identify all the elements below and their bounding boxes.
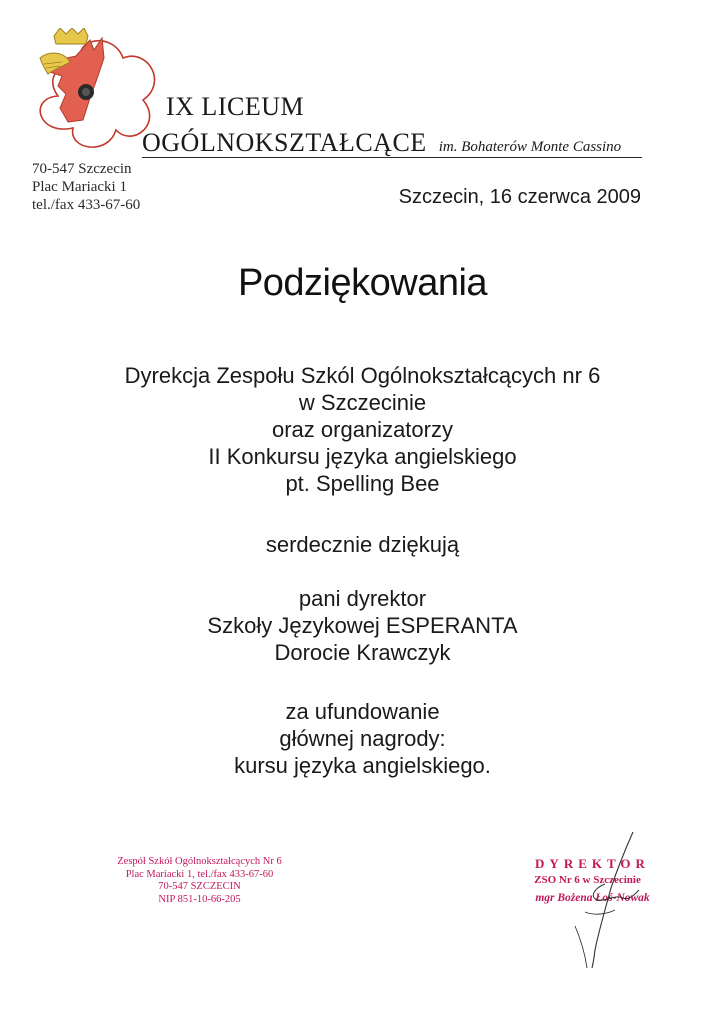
- address-line: Plac Mariacki 1: [32, 179, 127, 195]
- stamp-line: Zespół Szkół Ogólnokształcących Nr 6: [117, 856, 282, 867]
- letter-title: Podziękowania: [237, 262, 488, 304]
- stamp-line: NIP 851-10-66-205: [158, 893, 241, 905]
- school-name-line1: IX LICEUM: [166, 92, 305, 121]
- school-address: [32, 160, 140, 214]
- body-line: kursu języka angielskiego.: [234, 753, 491, 778]
- letter-date: Szczecin, 16 czerwca 2009: [398, 186, 641, 208]
- stamp-line: Plac Mariacki 1, tel./fax 433-67-60: [125, 868, 274, 880]
- school-stamp: [112, 856, 287, 906]
- header-divider: [142, 157, 642, 158]
- school-patron: im. Bohaterów Monte Cassino: [438, 139, 622, 155]
- director-stamp-title: DYREKTOR: [535, 856, 650, 871]
- school-name-line2: [142, 128, 621, 158]
- handwritten-signature-icon: [545, 830, 655, 970]
- body-paragraph-reason: [0, 698, 725, 779]
- address-line: tel./fax 433-67-60: [32, 197, 141, 213]
- body-paragraph-senders: [0, 362, 725, 497]
- body-line: Szkoły Językowej ESPERANTA: [207, 613, 518, 638]
- body-line: Dorocie Krawczyk: [274, 640, 451, 665]
- body-paragraph-thanks: [0, 531, 725, 558]
- director-stamp-name: mgr Bożena Łoś-Nowak: [535, 892, 650, 904]
- body-line: Dyrekcja Zespołu Szkól Ogólnokształcących nr 6: [124, 363, 601, 388]
- stamp-line: 70-547 SZCZECIN: [158, 881, 241, 892]
- body-line: głównej nagrody:: [279, 726, 446, 751]
- body-line: pani dyrektor: [298, 586, 427, 611]
- body-line: II Konkursu języka angielskiego: [208, 444, 517, 469]
- address-line: 70-547 Szczecin: [32, 161, 132, 177]
- body-line: w Szczecinie: [298, 390, 427, 415]
- body-line: oraz organizatorzy: [272, 417, 453, 442]
- body-line: serdecznie dziękują: [265, 532, 460, 557]
- director-stamp-school: ZSO Nr 6 w Szczecinie: [534, 874, 641, 886]
- school-name-main: OGÓLNOKSZTAŁCĄCE: [142, 128, 427, 157]
- body-line: za ufundowanie: [285, 699, 440, 724]
- body-line: pt. Spelling Bee: [285, 471, 440, 496]
- body-paragraph-recipient: [0, 585, 725, 666]
